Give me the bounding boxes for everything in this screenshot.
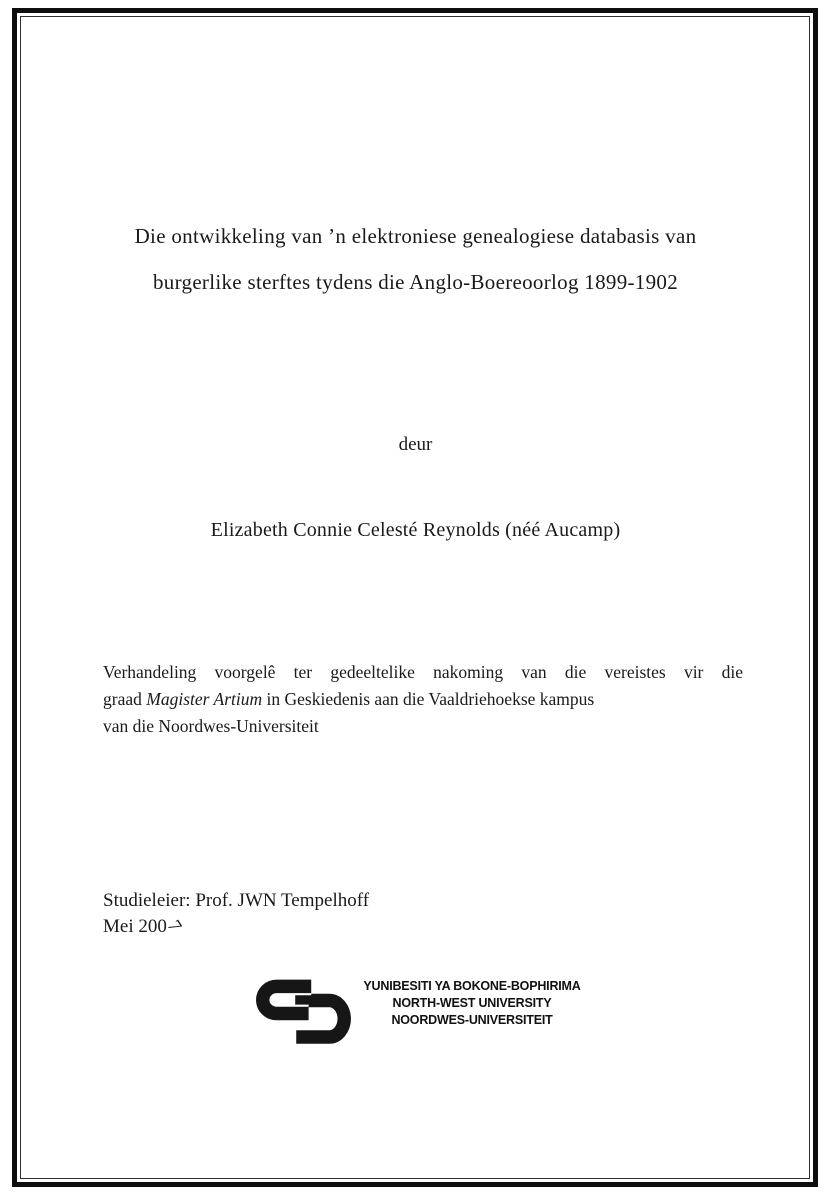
degree-statement — [103, 659, 743, 740]
date-prefix: Mei 200 — [103, 915, 167, 937]
degree-statement-line-1: Verhandeling voorgelê ter gedeeltelike nakoming van die vereistes vir die — [103, 662, 743, 682]
byline-deur: deur — [398, 434, 433, 455]
nwu-logo-name-english: NORTH-WEST UNIVERSITY — [392, 996, 552, 1010]
degree-statement-line-3: van die Noordwes-Universiteit — [103, 716, 319, 736]
degree-line2-prefix: graad — [103, 689, 147, 709]
thesis-title-line-2: burgerlike sterftes tydens die Anglo-Boereoorlog 1899-1902 — [153, 270, 678, 294]
degree-line2-suffix: in Geskiedenis aan die Vaaldriehoekse kampus — [262, 689, 595, 709]
supervisor-block — [103, 888, 369, 939]
date-line — [103, 914, 369, 940]
thesis-title — [0, 213, 831, 305]
supervisor-line: Studieleier: Prof. JWN Tempelhoff — [103, 890, 370, 911]
nwu-logo-name-setswana: YUNIBESITI YA BOKONE-BOPHIRIMA — [363, 979, 581, 993]
author-name: Elizabeth Connie Celesté Reynolds (néé Aucamp) — [210, 519, 621, 541]
nwu-interlocked-links-icon — [256, 977, 353, 1049]
magister-artium-italic: Magister Artium — [146, 689, 263, 709]
degree-statement-line-2 — [103, 686, 743, 713]
thesis-title-line-1: Die ontwikkeling van ’n elektroniese genealogiese databasis van — [134, 224, 697, 248]
nwu-logo — [256, 976, 601, 1054]
nwu-logo-wordmark — [350, 978, 594, 1029]
date-last-digit: 7 — [162, 916, 186, 936]
nwu-logo-name-afrikaans: NOORDWES-UNIVERSITEIT — [391, 1013, 553, 1027]
